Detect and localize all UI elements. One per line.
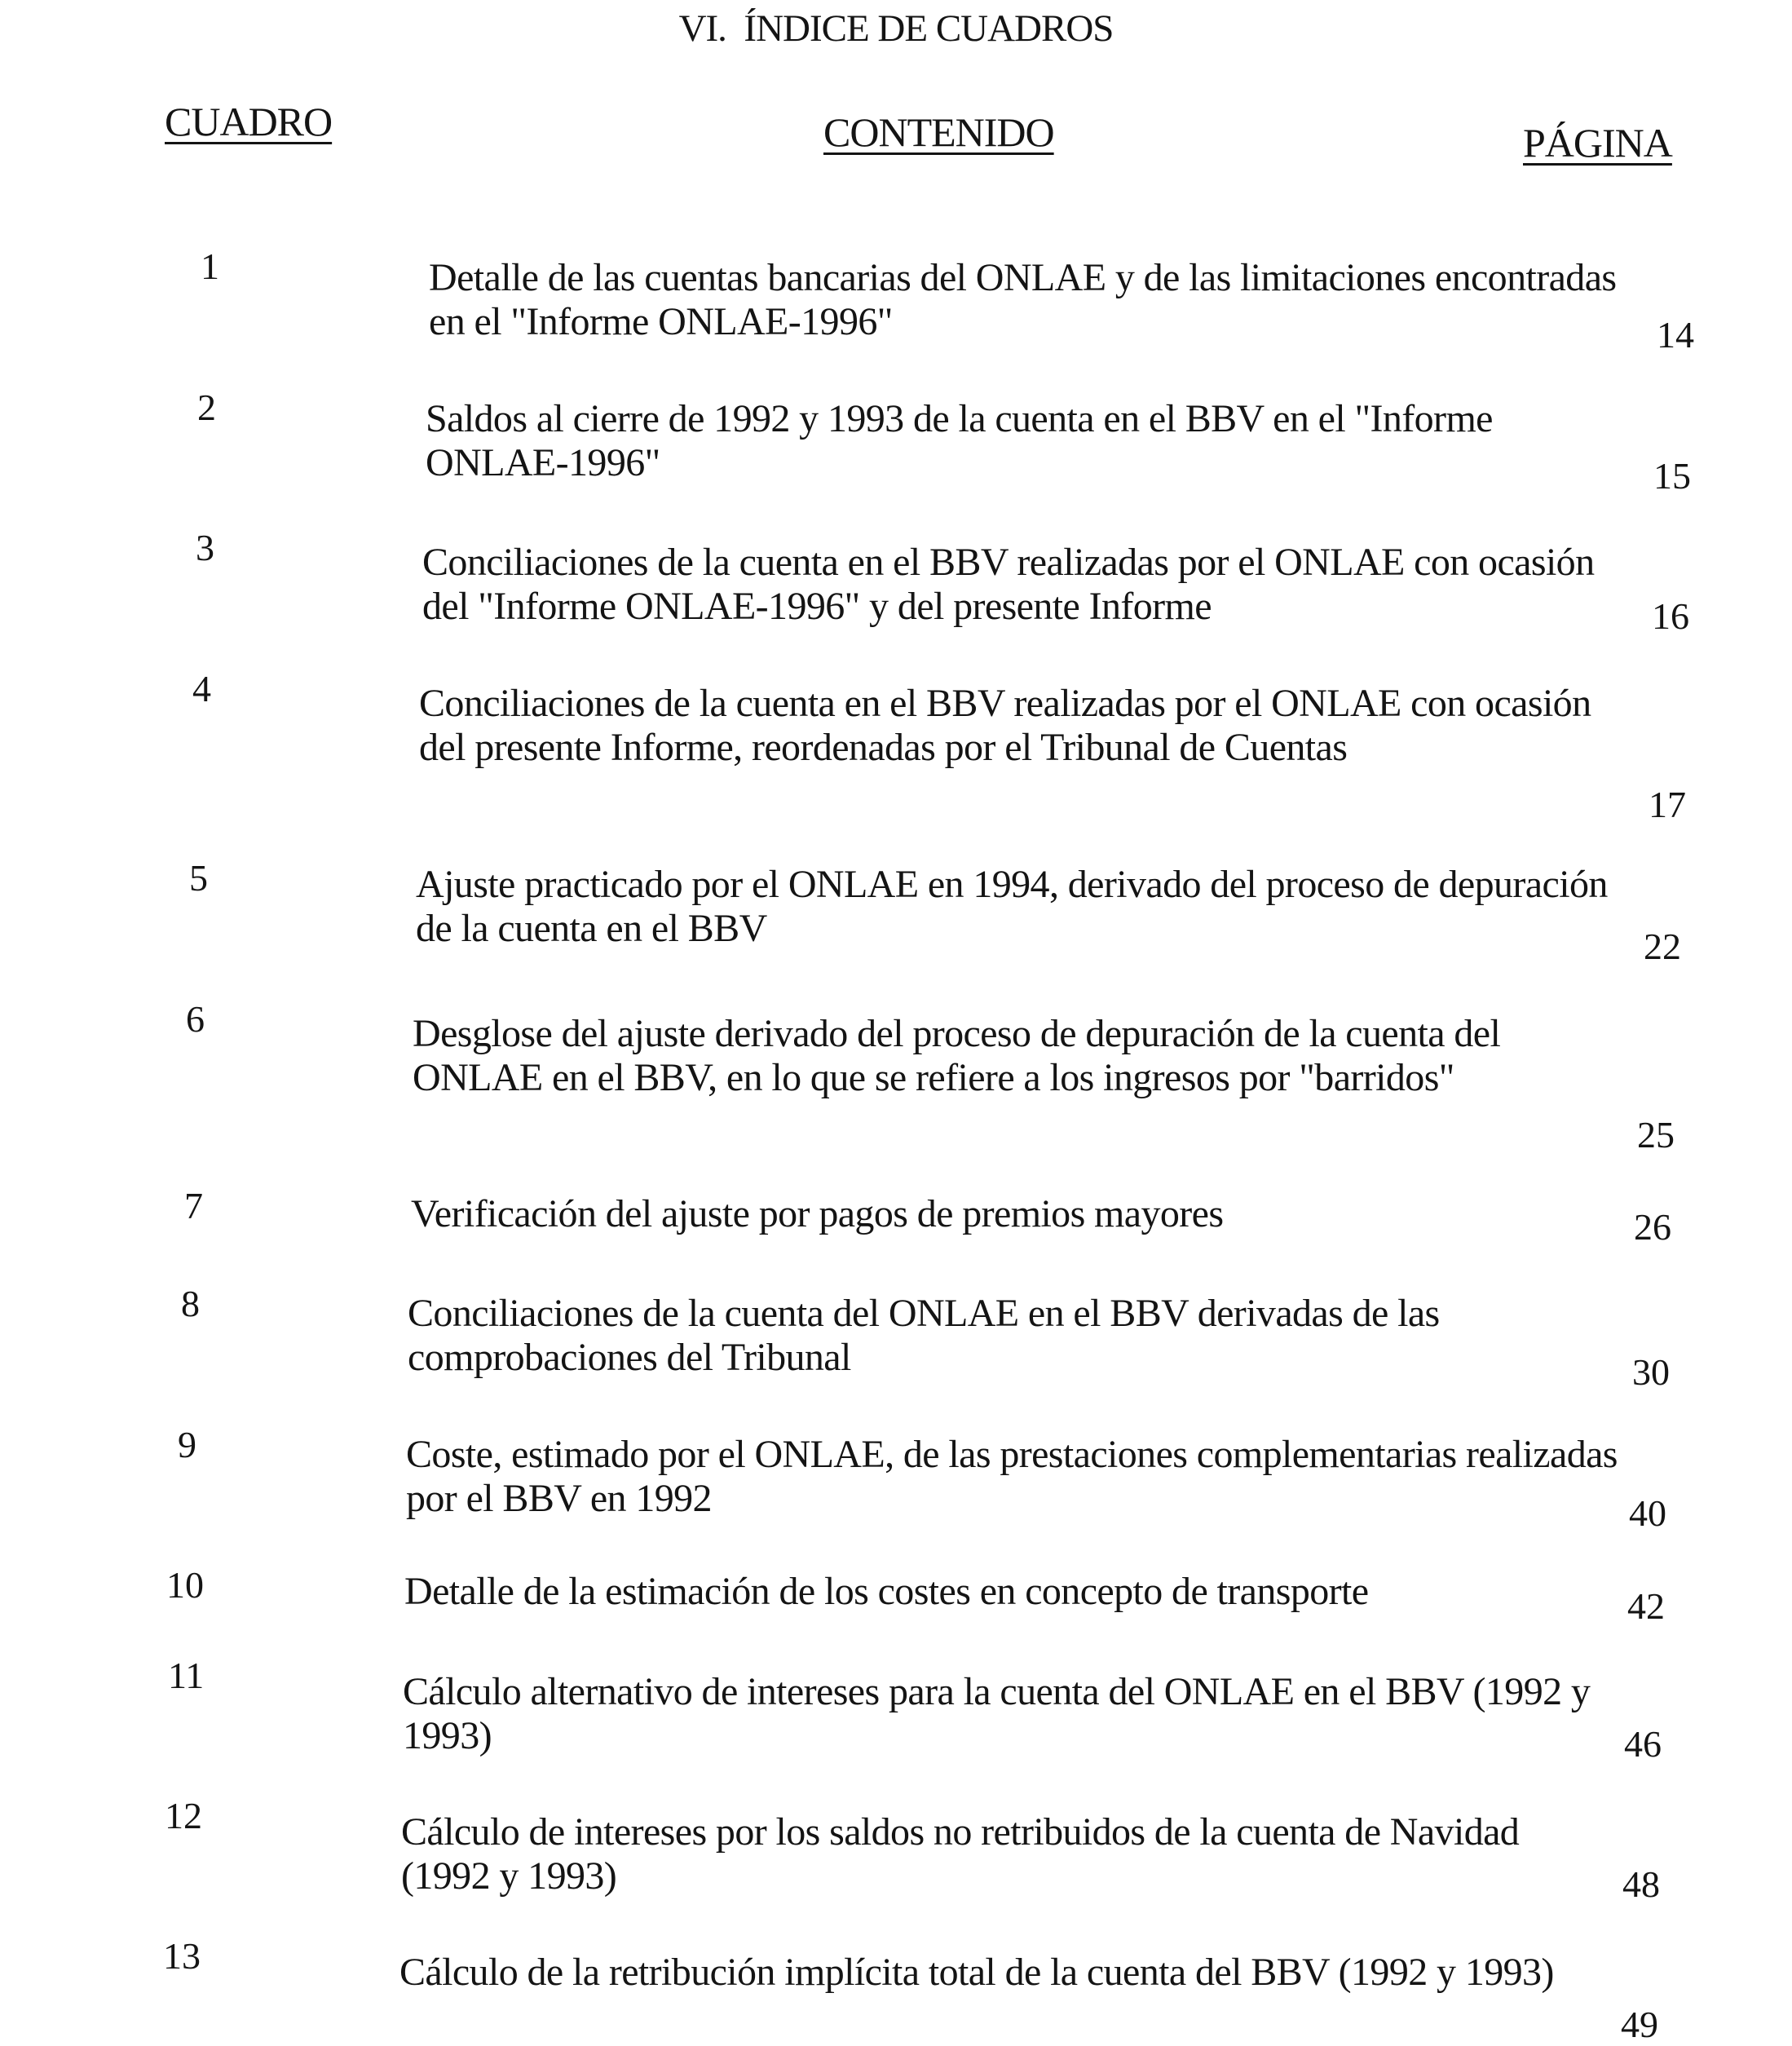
page-title: VI. ÍNDICE DE CUADROS [678, 7, 1114, 50]
cuadro-description: Verificación del ajuste por pagos de premios mayores [411, 1192, 1224, 1235]
cuadro-description: Conciliaciones de la cuenta en el BBV realizadas por el ONLAE con ocasión del "Informe ONLAE-1996" y del presente Informe [422, 541, 1595, 628]
cuadro-number: 9 [178, 1424, 196, 1465]
page-number: 25 [1637, 1114, 1675, 1156]
cuadro-description: Coste, estimado por el ONLAE, de las prestaciones complementarias realizadas por el BBV en 1992 [406, 1433, 1618, 1520]
cuadro-number: 10 [166, 1564, 204, 1606]
cuadro-description: Saldos al cierre de 1992 y 1993 de la cuenta en el BBV en el "Informe ONLAE-1996" [426, 397, 1493, 484]
page-number: 49 [1621, 2004, 1658, 2045]
cuadro-description: Cálculo de intereses por los saldos no retribuidos de la cuenta de Navidad (1992 y 1993) [401, 1810, 1520, 1898]
page-number: 48 [1622, 1863, 1660, 1905]
page-number: 46 [1624, 1723, 1662, 1765]
page-number: 15 [1653, 455, 1691, 497]
cuadro-description: Cálculo alternativo de intereses para la cuenta del ONLAE en el BBV (1992 y 1993) [403, 1670, 1591, 1757]
page-number: 16 [1652, 595, 1689, 637]
page-number: 17 [1649, 784, 1686, 825]
header-pagina: PÁGINA [1523, 120, 1672, 166]
cuadro-description: Conciliaciones de la cuenta en el BBV realizadas por el ONLAE con ocasión del presente Informe, reordenadas por el Tribunal de Cuentas [419, 682, 1591, 769]
cuadro-description: Cálculo de la retribución implícita total de la cuenta del BBV (1992 y 1993) [399, 1951, 1554, 1994]
cuadro-description: Desglose del ajuste derivado del proceso de depuración de la cuenta del ONLAE en el BBV, en lo que se refiere a los ingresos por "barridos" [413, 1012, 1501, 1099]
cuadro-number: 13 [163, 1935, 201, 1977]
page-number: 40 [1629, 1492, 1666, 1534]
cuadro-number: 2 [197, 387, 216, 428]
page-number: 26 [1634, 1206, 1671, 1248]
page-number: 30 [1632, 1351, 1670, 1393]
cuadro-description: Detalle de la estimación de los costes en concepto de transporte [404, 1570, 1369, 1613]
cuadro-number: 5 [189, 857, 208, 899]
cuadro-number: 1 [201, 245, 219, 287]
cuadro-number: 6 [186, 998, 205, 1040]
header-contenido: CONTENIDO [823, 109, 1054, 155]
cuadro-number: 11 [168, 1655, 205, 1696]
cuadro-number: 12 [165, 1795, 202, 1836]
cuadro-number: 4 [192, 668, 211, 709]
page-number: 42 [1627, 1585, 1665, 1627]
cuadro-description: Ajuste practicado por el ONLAE en 1994, derivado del proceso de depuración de la cuenta en el BBV [416, 863, 1608, 950]
cuadro-number: 3 [196, 527, 214, 568]
page-number: 22 [1644, 926, 1681, 967]
header-cuadro: CUADRO [165, 99, 333, 144]
cuadro-number: 8 [181, 1283, 200, 1324]
cuadro-description: Conciliaciones de la cuenta del ONLAE en el BBV derivadas de las comprobaciones del Tribunal [408, 1292, 1440, 1379]
cuadro-description: Detalle de las cuentas bancarias del ONLAE y de las limitaciones encontradas en el "Informe ONLAE-1996" [429, 256, 1617, 343]
cuadro-number: 7 [184, 1185, 203, 1226]
page-number: 14 [1657, 314, 1694, 356]
